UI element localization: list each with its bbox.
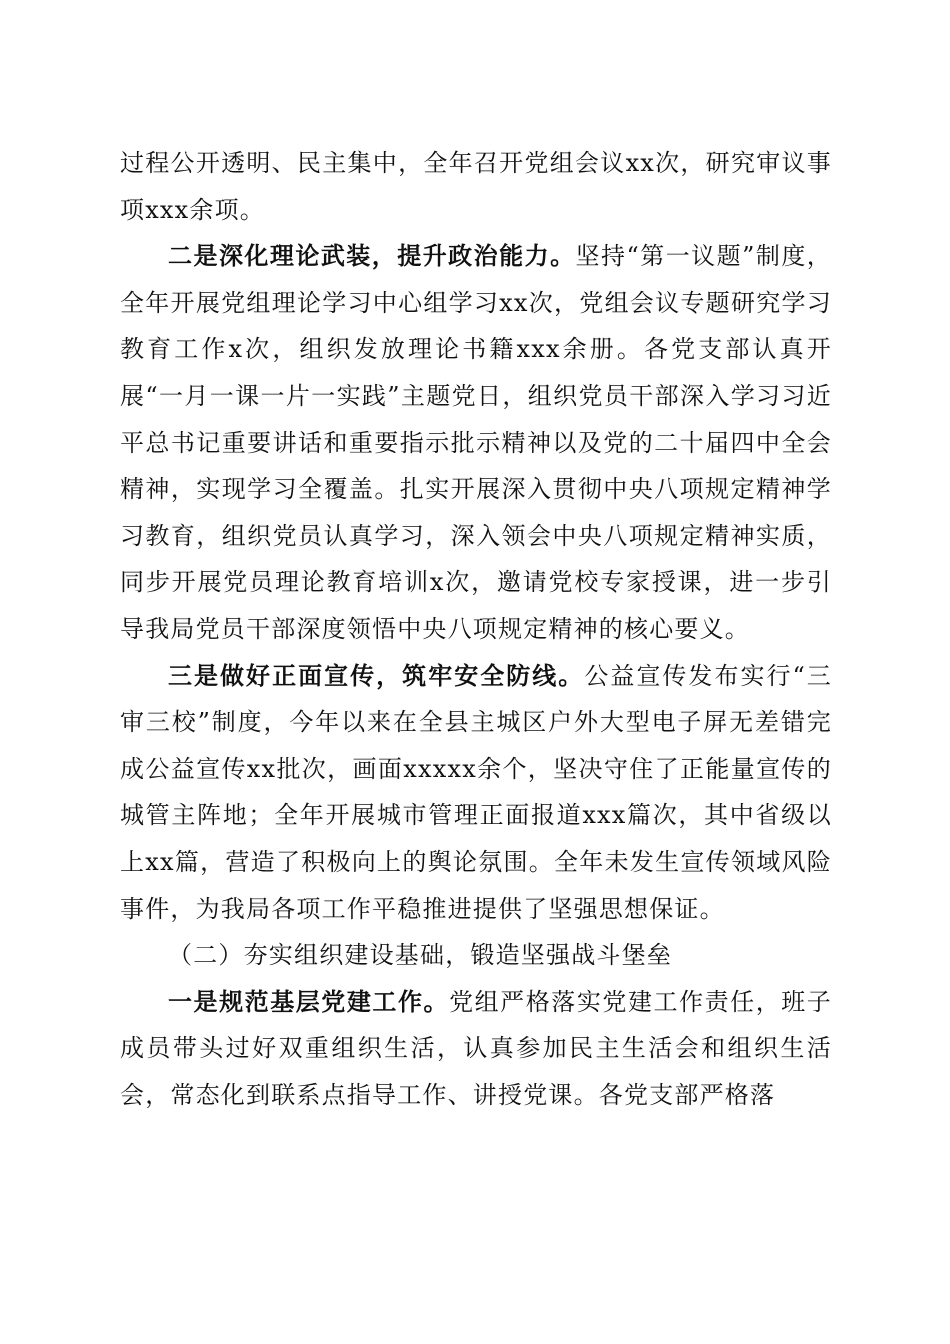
paragraph-theory-study — [120, 233, 832, 652]
paragraph-text: 公益宣传发布实行“三审三校”制度，今年以来在全县主城区户外大型电子屏无差错完成公益宣传xx批次，画面xxxxx余个，坚决守住了正能量宣传的城管主阵地；全年开展城市管理正面报道xxx篇次，其中省级以上xx篇，营造了积极向上的舆论氛围。全年未发生宣传领域风险事件，为我局各项工作平稳推进提供了坚强思想保证。 — [120, 661, 832, 923]
paragraph-lead: 一是规范基层党建工作。 — [168, 986, 450, 1016]
document-page — [120, 140, 832, 1118]
section-heading-text: （二）夯实组织建设基础，锻造坚强战斗堡垒 — [168, 941, 672, 970]
paragraph-party-building — [120, 979, 832, 1119]
section-heading — [120, 932, 832, 979]
paragraph-lead: 三是做好正面宣传，筑牢安全防线。 — [168, 660, 585, 690]
paragraph-text: 过程公开透明、民主集中，全年召开党组会议xx次，研究审议事项xxx余项。 — [120, 149, 832, 224]
paragraph-lead: 二是深化理论武装，提升政治能力。 — [168, 241, 576, 271]
paragraph-publicity — [120, 653, 832, 933]
paragraph-continuation — [120, 140, 832, 233]
paragraph-text: 党组严格落实党建工作责任，班子成员带头过好双重组织生活，认真参加民主生活会和组织生活会，常态化到联系点指导工作、讲授党课。各党支部严格落 — [120, 987, 833, 1109]
paragraph-text: 坚持“第一议题”制度，全年开展党组理论学习中心组学习xx次，党组会议专题研究学习教育工作x次，组织发放理论书籍xxx余册。各党支部认真开展“一月一课一片一实践”主题党日，组织党员干部深入学习习近平总书记重要讲话和重要指示批示精神以及党的二十届四中全会精神，实现学习全覆盖。扎实开展深入贯彻中央八项规定精神学习教育，组织党员认真学习，深入领会中央八项规定精神实质，同步开展党员理论教育培训x次，邀请党校专家授课，进一步引导我局党员干部深度领悟中央八项规定精神的核心要义。 — [120, 242, 832, 643]
